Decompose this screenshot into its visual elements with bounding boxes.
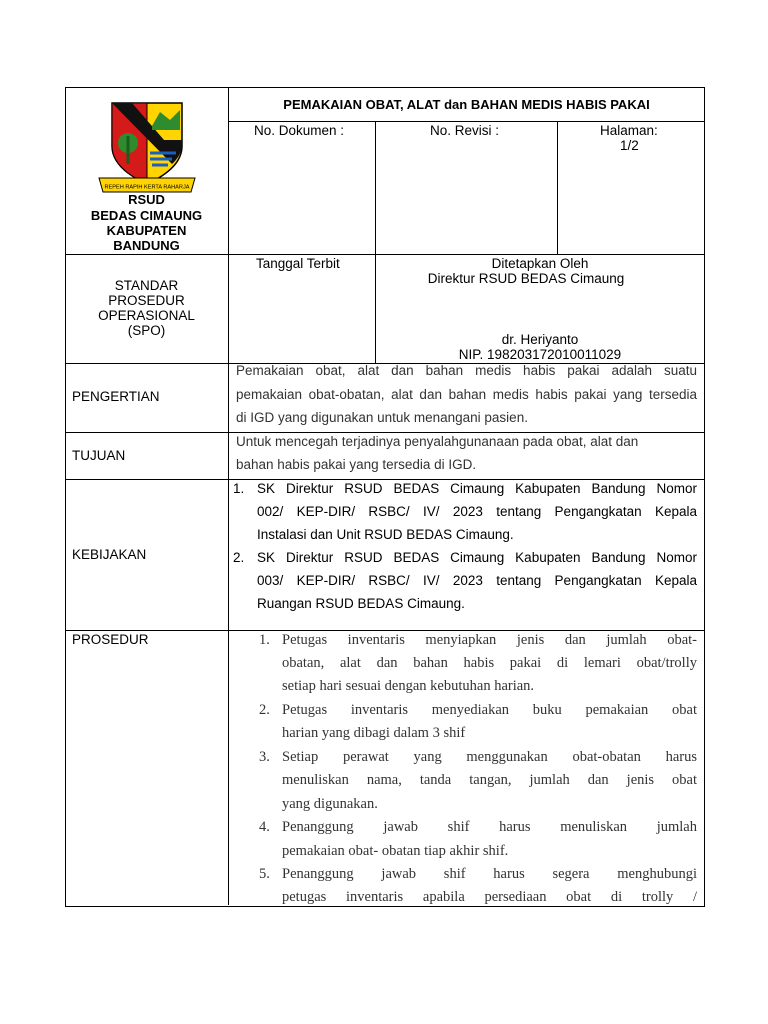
kebijakan-label: KEBIJAKAN xyxy=(72,547,147,562)
prosedur-item-5-number: 5. xyxy=(259,866,270,882)
institution-bedas-cimaung: BEDAS CIMAUNG xyxy=(90,208,203,223)
kebijakan-item-1-line-3: Instalasi dan Unit RSUD BEDAS Cimaung. xyxy=(257,527,514,542)
spo-title-line-3: OPERASIONAL xyxy=(98,308,195,323)
spo-title-line-4: (SPO) xyxy=(127,323,166,338)
kebijakan-item-2-line-1: SK Direktur RSUD BEDAS Cimaung Kabupaten Bandung Nomor xyxy=(257,550,697,565)
left-column-divider xyxy=(228,87,229,905)
header-col-divider-1 xyxy=(375,121,376,254)
prosedur-item-1-line-1: Petugas inventaris menyiapkan jenis dan jumlah obat- xyxy=(282,632,697,648)
kebijakan-item-2-number: 2. xyxy=(233,550,245,565)
ditetapkan-oleh: Ditetapkan Oleh xyxy=(491,256,589,271)
prosedur-item-3-line-3: yang digunakan. xyxy=(282,796,378,812)
tujuan-line-1: Untuk mencegah terjadinya penyalahgunanaan pada obat, alat dan xyxy=(236,434,639,449)
tujuan-label: TUJUAN xyxy=(72,448,126,463)
signatory-nip: NIP. 198203172010011029 xyxy=(458,347,622,362)
pengertian-line-1: Pemakaian obat, alat dan bahan medis habis pakai adalah suatu xyxy=(236,363,697,378)
kebijakan-item-1-line-2: 002/ KEP-DIR/ RSBC/ IV/ 2023 tentang Pengangkatan Kepala xyxy=(257,504,697,519)
prosedur-item-4-line-1: Penanggung jawab shif harus menuliskan jumlah xyxy=(282,819,697,835)
kebijakan-item-1-line-1: SK Direktur RSUD BEDAS Cimaung Kabupaten Bandung Nomor xyxy=(257,481,697,496)
logo-motto: REPEH RAPIH KERTA RAHARJA xyxy=(104,184,190,191)
no-revisi-label: No. Revisi : xyxy=(430,123,500,138)
pengertian-label: PENGERTIAN xyxy=(72,389,160,404)
spo-title-line-2: PROSEDUR xyxy=(108,293,185,308)
rsud-bedas-logo xyxy=(92,98,202,196)
prosedur-label: PROSEDUR xyxy=(72,632,149,647)
signatory-name: dr. Heriyanto xyxy=(501,332,579,347)
halaman-label: Halaman: xyxy=(600,123,658,138)
prosedur-item-3-line-2: menuliskan nama, tanda tangan, jumlah dan jenis obat xyxy=(282,772,697,788)
kebijakan-item-2-line-3: Ruangan RSUD BEDAS Cimaung. xyxy=(257,596,465,611)
prosedur-item-1-number: 1. xyxy=(259,632,270,648)
title-row-divider xyxy=(228,121,704,122)
prosedur-item-2-line-1: Petugas inventaris menyediakan buku pemakaian obat xyxy=(282,702,697,718)
tujuan-row-divider xyxy=(65,479,704,480)
prosedur-item-3-number: 3. xyxy=(259,749,270,765)
direktur-title: Direktur RSUD BEDAS Cimaung xyxy=(427,271,625,286)
prosedur-item-4-line-2: pemakaian obat- obatan tiap akhir shif. xyxy=(282,843,509,859)
tanggal-terbit-label: Tanggal Terbit xyxy=(256,256,340,271)
kebijakan-row-divider xyxy=(65,630,704,631)
document-title: PEMAKAIAN OBAT, ALAT dan BAHAN MEDIS HABIS PAKAI xyxy=(283,97,650,112)
tujuan-line-2: bahan habis pakai yang tersedia di IGD. xyxy=(236,457,477,472)
kebijakan-item-2-line-2: 003/ KEP-DIR/ RSBC/ IV/ 2023 tentang Pengangkatan Kepala xyxy=(257,573,697,588)
prosedur-item-2-line-2: harian yang dibagi dalam 3 shif xyxy=(282,725,466,741)
prosedur-item-4-number: 4. xyxy=(259,819,270,835)
institution-rsud: RSUD xyxy=(128,192,165,207)
institution-bandung: BANDUNG xyxy=(113,238,180,253)
prosedur-item-1-line-2: obatan, alat dan bahan habis pakai di lemari obat/trolly xyxy=(282,655,697,671)
pengertian-line-2: pemakaian obat-obatan, alat dan bahan medis habis pakai yang tersedia xyxy=(236,387,697,402)
pengertian-line-3: di IGD yang digunakan untuk menangani pasien. xyxy=(236,410,528,425)
spo-title-line-1: STANDAR xyxy=(114,278,179,293)
prosedur-item-2-number: 2. xyxy=(259,702,270,718)
prosedur-item-1-line-3: setiap hari sesuai dengan kebutuhan harian. xyxy=(282,678,535,694)
institution-kabupaten: KABUPATEN xyxy=(106,223,187,238)
logo-row-divider xyxy=(65,254,704,255)
pengertian-row-divider xyxy=(65,432,704,433)
prosedur-item-5-line-2: petugas inventaris apabila persediaan obat di trolly / xyxy=(282,889,697,905)
halaman-value: 1/2 xyxy=(620,138,639,153)
kebijakan-item-1-number: 1. xyxy=(233,481,245,496)
prosedur-item-5-line-1: Penanggung jawab shif harus segera menghubungi xyxy=(282,866,697,882)
prosedur-item-3-line-1: Setiap perawat yang menggunakan obat-obatan harus xyxy=(282,749,697,765)
no-dokumen-label: No. Dokumen : xyxy=(254,123,345,138)
header-col-divider-2 xyxy=(557,121,558,254)
